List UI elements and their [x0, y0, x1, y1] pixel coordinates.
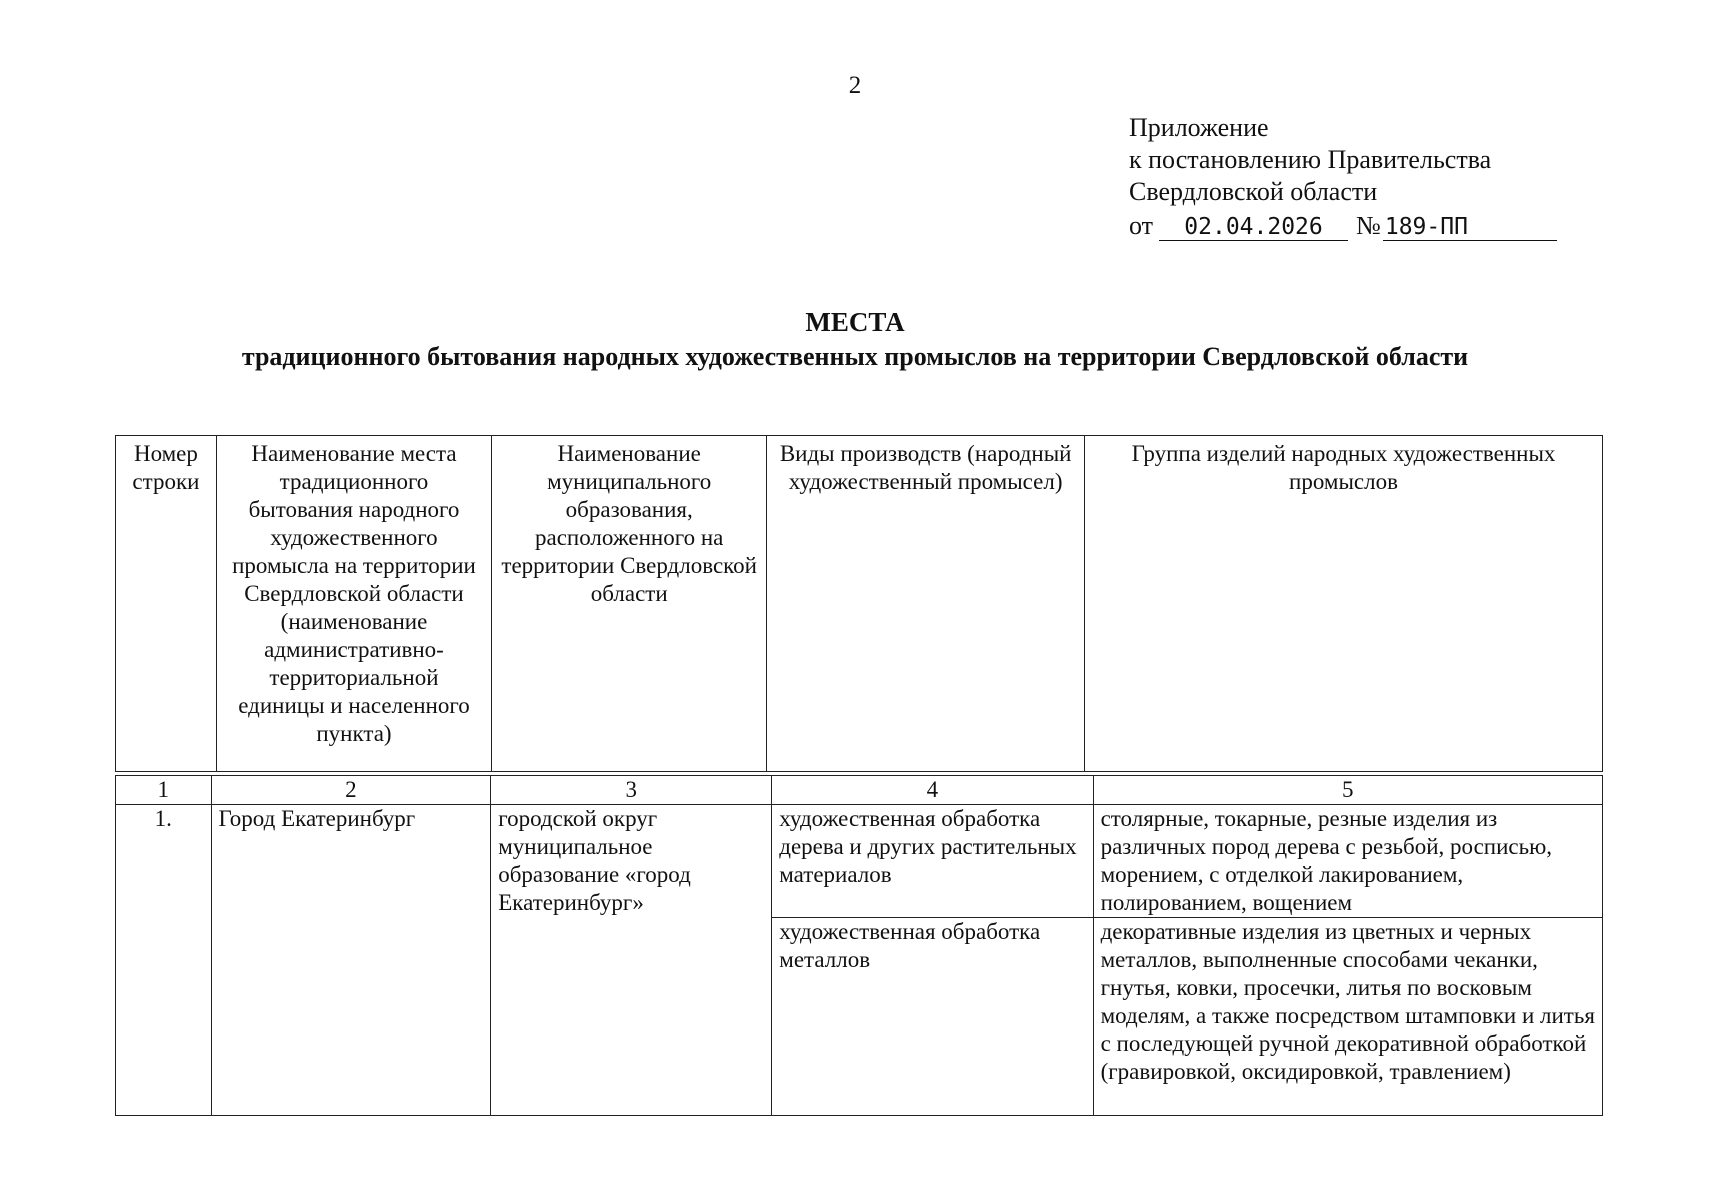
header-cell-place [216, 436, 491, 772]
column-number: 3 [491, 776, 772, 805]
row-product-group: декоративные изделия из цветных и черных металлов, выполненные способами чеканки, гнутья, ковки, просечки, литья по восковым моделям, а также посредством штамповки и литья с последующей ручной декоративной обработкой (гравировкой, оксидировкой, травлением) [1093, 918, 1602, 1116]
row-craft-type: художественная обработка дерева и других растительных материалов [772, 805, 1093, 918]
header-label: Виды производств (народный художественный промысел) [779, 441, 1072, 494]
column-number-row [116, 776, 1603, 805]
header-cell-product-group [1085, 436, 1603, 772]
header-row [116, 436, 1603, 772]
header-label: Наименование муниципального образования, расположенного на территории Свердловской области [501, 441, 757, 606]
column-number: 1 [116, 776, 212, 805]
number-prefix: № [1356, 211, 1381, 240]
row-craft-type: художественная обработка металлов [772, 918, 1093, 1116]
column-number: 2 [211, 776, 491, 805]
header-cell-municipality [492, 436, 767, 772]
page-number: 2 [848, 72, 862, 99]
document-title: МЕСТА [805, 307, 905, 337]
column-number: 5 [1093, 776, 1602, 805]
column-number: 4 [772, 776, 1093, 805]
appendix-line-2: к постановлению Правительства [1129, 145, 1492, 174]
table-body [115, 775, 1603, 1116]
header-cell-number [116, 436, 217, 772]
table-row [116, 805, 1603, 918]
row-number: 1. [116, 805, 212, 1116]
header-label: Наименование места традиционного бытования народного художественного промысла на территории Свердловской области (наименование административно-территориальной единицы и населенного пункта) [232, 441, 476, 746]
header-label: Номер строки [132, 441, 200, 494]
row-product-group: столярные, токарные, резные изделия из различных пород дерева с резьбой, росписью, морением, с отделкой лакированием, полированием, вощением [1093, 805, 1602, 918]
header-cell-craft-type [767, 436, 1085, 772]
date-prefix: от [1129, 211, 1154, 240]
appendix-line-1: Приложение [1129, 113, 1269, 142]
appendix-block [1129, 112, 1599, 242]
resolution-date: 02.04.2026 [1159, 214, 1348, 241]
table-header [115, 435, 1603, 772]
row-municipality: городской округ муниципальное образование «город Екатеринбург» [491, 805, 772, 1116]
resolution-number: 189-ПП [1383, 214, 1557, 241]
document-subtitle: традиционного бытования народных художественных промыслов на территории Свердловской области [241, 342, 1469, 371]
header-label: Группа изделий народных художественных промыслов [1131, 441, 1556, 494]
row-place: Город Екатеринбург [211, 805, 491, 1116]
appendix-line-3: Свердловской области [1129, 177, 1378, 206]
appendix-date-line [1129, 210, 1599, 242]
